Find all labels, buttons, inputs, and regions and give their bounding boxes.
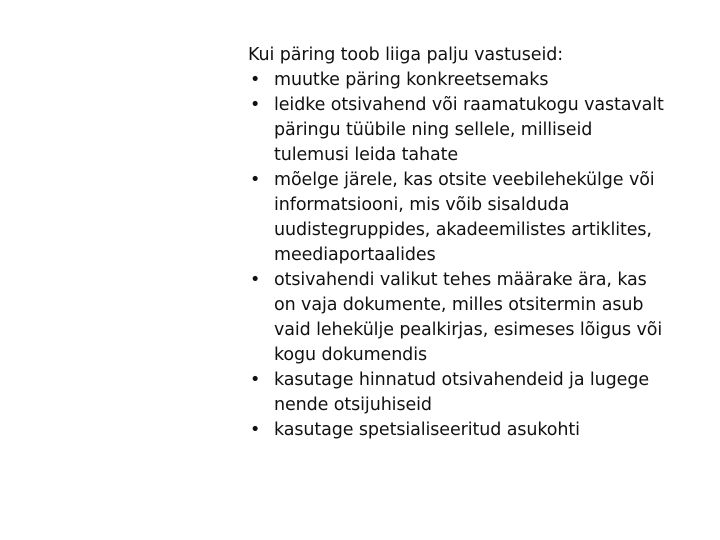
- list-item-line: nende otsijuhiseid: [274, 395, 432, 415]
- bullet-icon: •: [250, 370, 261, 390]
- list-item-line: muutke päring konkreetsemaks: [274, 70, 549, 90]
- list-item-line: tulemusi leida tahate: [274, 145, 459, 165]
- bullet-icon: •: [250, 170, 261, 190]
- list-item-line: kasutage hinnatud otsivahendeid ja lugege: [274, 370, 650, 390]
- list-item-line: meediaportaalides: [274, 245, 436, 265]
- list-item-line: leidke otsivahend või raamatukogu vastavalt: [274, 95, 664, 115]
- list-item: [248, 418, 713, 443]
- list-item: [248, 168, 713, 268]
- list-item: [248, 268, 713, 368]
- list-item-line: päringu tüübile ning sellele, milliseid: [274, 120, 593, 140]
- list-item-line: mõelge järele, kas otsite veebilehekülge või: [274, 170, 655, 190]
- list-item-line: kasutage spetsialiseeritud asukohti: [274, 420, 580, 440]
- list-item: [248, 368, 713, 418]
- list-item-line: informatsiooni, mis võib sisalduda: [274, 195, 570, 215]
- bullet-icon: •: [250, 420, 261, 440]
- list-item-line: uudistegruppides, akadeemilistes artiklites,: [274, 220, 652, 240]
- list-item: [248, 93, 713, 168]
- bullet-icon: •: [250, 95, 261, 115]
- list-item-line: on vaja dokumente, milles otsitermin asub: [274, 295, 644, 315]
- bullet-icon: •: [250, 70, 261, 90]
- slide-content: [248, 43, 713, 443]
- bullet-list: [248, 68, 713, 443]
- intro-text: Kui päring toob liiga palju vastuseid:: [248, 45, 564, 65]
- list-item-line: kogu dokumendis: [274, 345, 427, 365]
- bullet-icon: •: [250, 270, 261, 290]
- list-item-line: otsivahendi valikut tehes määrake ära, kas: [274, 270, 647, 290]
- list-item: [248, 68, 713, 93]
- list-item-line: vaid lehekülje pealkirjas, esimeses lõigus või: [274, 320, 663, 340]
